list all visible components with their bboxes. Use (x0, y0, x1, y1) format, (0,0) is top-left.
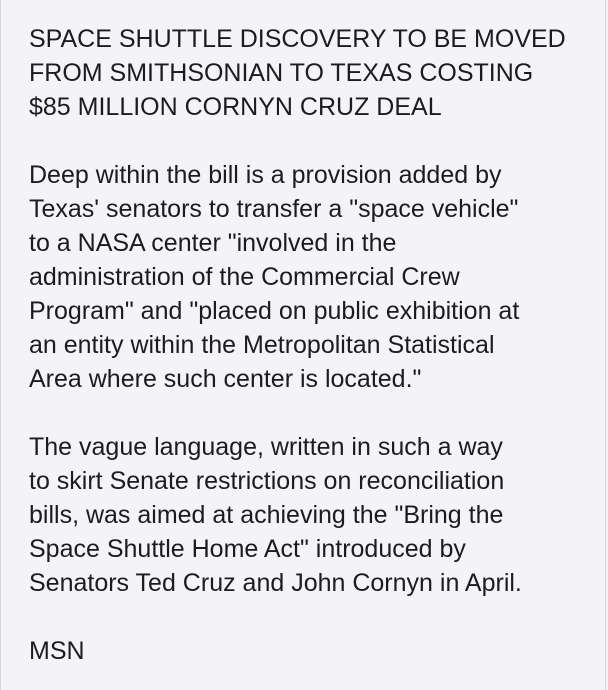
post-paragraph-2: The vague language, written in such a way to skirt Senate restrictions on reconciliation bills, was aimed at achieving the "Bring the Space Shuttle Home Act" introduced by Senators Ted Cruz and John Cornyn in April. (29, 433, 522, 597)
post-paragraph-1: Deep within the bill is a provision added by Texas' senators to transfer a "space vehicle" to a NASA center "involved in the administration of the Commercial Crew Program" and "placed on public exhibition at an entity within the Metropolitan Statistical Area where such center is located." (29, 161, 520, 393)
post-text[interactable] (29, 22, 577, 668)
post-headline: SPACE SHUTTLE DISCOVERY TO BE MOVED FROM SMITHSONIAN TO TEXAS COSTING $85 MILLION CORNYN CRUZ DEAL (29, 25, 566, 121)
post-source: MSN (29, 637, 85, 665)
